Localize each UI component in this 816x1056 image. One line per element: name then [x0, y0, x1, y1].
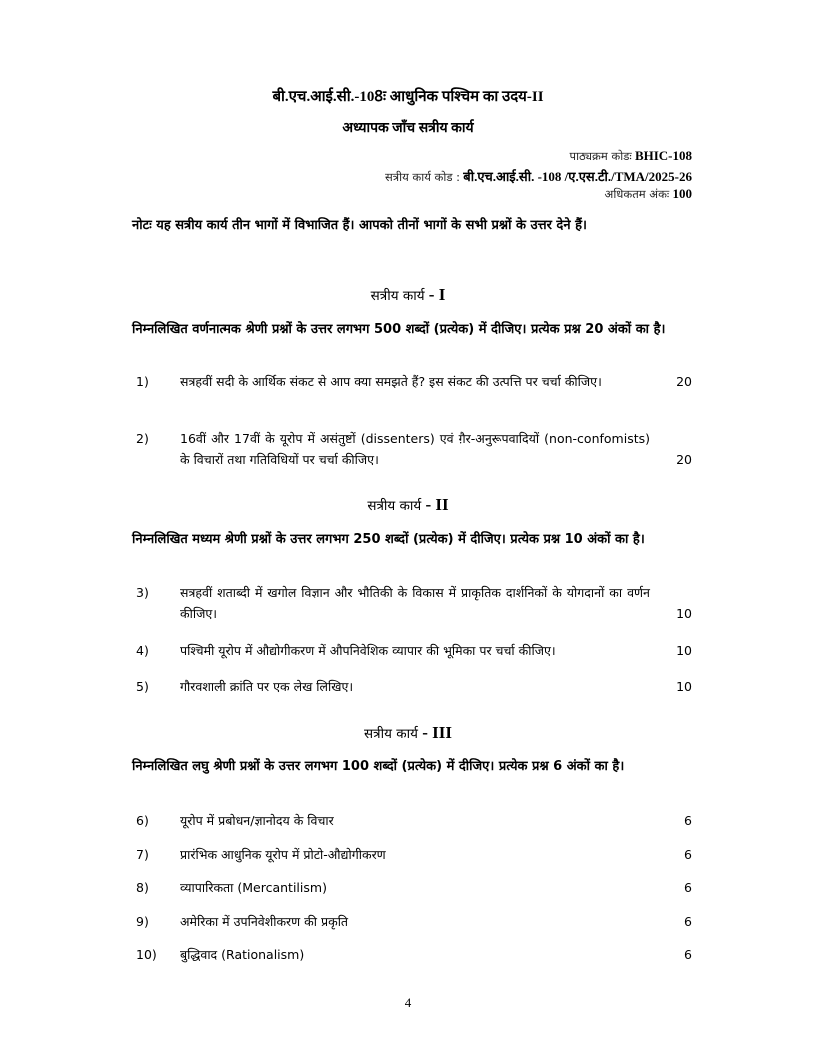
question-item: [132, 810, 692, 831]
section-heading-text: सत्रीय कार्य: [367, 498, 422, 514]
question-marks: 6: [684, 947, 692, 962]
question-marks: 6: [684, 914, 692, 929]
question-text: 16वीं और 17वीं के यूरोप में असंतुष्टों (dissenters) एवं ग़ैर-अनुरूपवादियों (non-confomists) के विचारों तथा गतिविधियों पर चर्चा कीजिए।: [180, 431, 650, 467]
section-heading-numeral: - I: [428, 285, 446, 304]
section-heading-text: सत्रीय कार्य: [364, 726, 418, 742]
question-text: व्यापारिकता (Mercantilism): [180, 880, 327, 895]
question-number: 1): [136, 374, 149, 389]
question-text: अमेरिका में उपनिवेशीकरण की प्रकृति: [180, 914, 349, 929]
max-marks-line: [605, 186, 692, 202]
section-instruction-1: निम्नलिखित वर्णनात्मक श्रेणी प्रश्नों के उत्तर लगभग 500 शब्दों (प्रत्येक) में दीजिए। प्रत्येक प्रश्न 20 अंकों का है।: [132, 322, 666, 337]
course-title: बी.एच.आई.सी.-108ः आधुनिक पश्चिम का उदय-II: [272, 89, 544, 105]
question-number: 6): [136, 813, 149, 828]
section-heading-2: [0, 495, 816, 515]
section-heading-3: [0, 723, 816, 743]
question-marks: 6: [684, 847, 692, 862]
question-marks: 6: [684, 813, 692, 828]
question-marks: 10: [676, 643, 692, 658]
course-code-line: [570, 148, 692, 164]
question-text: यूरोप में प्रबोधन/ज्ञानोदय के विचार: [180, 813, 334, 828]
question-item: [132, 640, 692, 661]
assignment-code-line: [385, 167, 692, 185]
question-marks: 20: [676, 374, 692, 389]
question-item: [132, 582, 692, 624]
question-marks: 10: [676, 606, 692, 621]
question-item: [132, 844, 692, 865]
question-number: 3): [136, 585, 149, 600]
section-instruction-2: निम्नलिखित मध्यम श्रेणी प्रश्नों के उत्तर लगभग 250 शब्दों (प्रत्येक) में दीजिए। प्रत्येक प्रश्न 10 अंकों का है।: [132, 532, 645, 547]
question-number: 4): [136, 643, 149, 658]
section-heading-numeral: - II: [425, 495, 449, 514]
question-marks: 10: [676, 679, 692, 694]
question-text: प्रारंभिक आधुनिक यूरोप में प्रोटो-औद्योगीकरण: [180, 847, 386, 862]
question-text: बुद्धिवाद (Rationalism): [180, 947, 305, 962]
question-item: [132, 371, 692, 392]
question-text: सत्रहवीं शताब्दी में खगोल विज्ञान और भौतिकी के विकास में प्राकृतिक दार्शनिकों के योगदानों का वर्णन कीजिए।: [180, 585, 650, 621]
question-item: [132, 676, 692, 697]
course-code-value: BHIC-108: [634, 148, 692, 163]
question-number: 8): [136, 880, 149, 895]
section-heading-numeral: - III: [422, 723, 452, 742]
assignment-code-label: सत्रीय कार्य कोड :: [384, 170, 461, 184]
question-number: 7): [136, 847, 149, 862]
question-number: 10): [136, 947, 157, 962]
page-number: 4: [404, 995, 412, 1010]
note-paragraph: नोटः यह सत्रीय कार्य तीन भागों में विभाजित हैं। आपको तीनों भागों के सभी प्रश्नों के उत्तर देने हैं।: [132, 218, 587, 233]
question-marks: 6: [684, 880, 692, 895]
course-code-label: पाठ्यक्रम कोडः: [569, 149, 632, 163]
question-text: गौरवशाली क्रांति पर एक लेख लिखिए।: [180, 679, 354, 694]
assignment-code-value: बी.एच.आई.सी. -108 /ए.एस.टी./TMA/2025-26: [463, 169, 692, 184]
question-number: 9): [136, 914, 149, 929]
question-item: [132, 911, 692, 932]
question-marks: 20: [676, 452, 692, 467]
question-number: 5): [136, 679, 149, 694]
max-marks-label: अधिकतम अंकः: [604, 187, 670, 201]
section-heading-1: [0, 285, 816, 305]
question-item: [132, 944, 692, 965]
section-instruction-3: निम्नलिखित लघु श्रेणी प्रश्नों के उत्तर लगभग 100 शब्दों (प्रत्येक) में दीजिए। प्रत्येक प्रश्न 6 अंकों का है।: [132, 759, 625, 774]
question-text: पश्चिमी यूरोप में औद्योगीकरण में औपनिवेशिक व्यापार की भूमिका पर चर्चा कीजिए।: [180, 643, 556, 658]
assignment-subtitle: अध्यापक जाँच सत्रीय कार्य: [342, 121, 474, 136]
question-item: [132, 877, 692, 898]
question-text: सत्रहवीं सदी के आर्थिक संकट से आप क्या समझते हैं? इस संकट की उत्पत्ति पर चर्चा कीजिए।: [180, 374, 602, 389]
section-heading-text: सत्रीय कार्य: [370, 288, 425, 304]
max-marks-value: 100: [672, 186, 692, 201]
question-number: 2): [136, 431, 149, 446]
question-item: [132, 428, 692, 470]
